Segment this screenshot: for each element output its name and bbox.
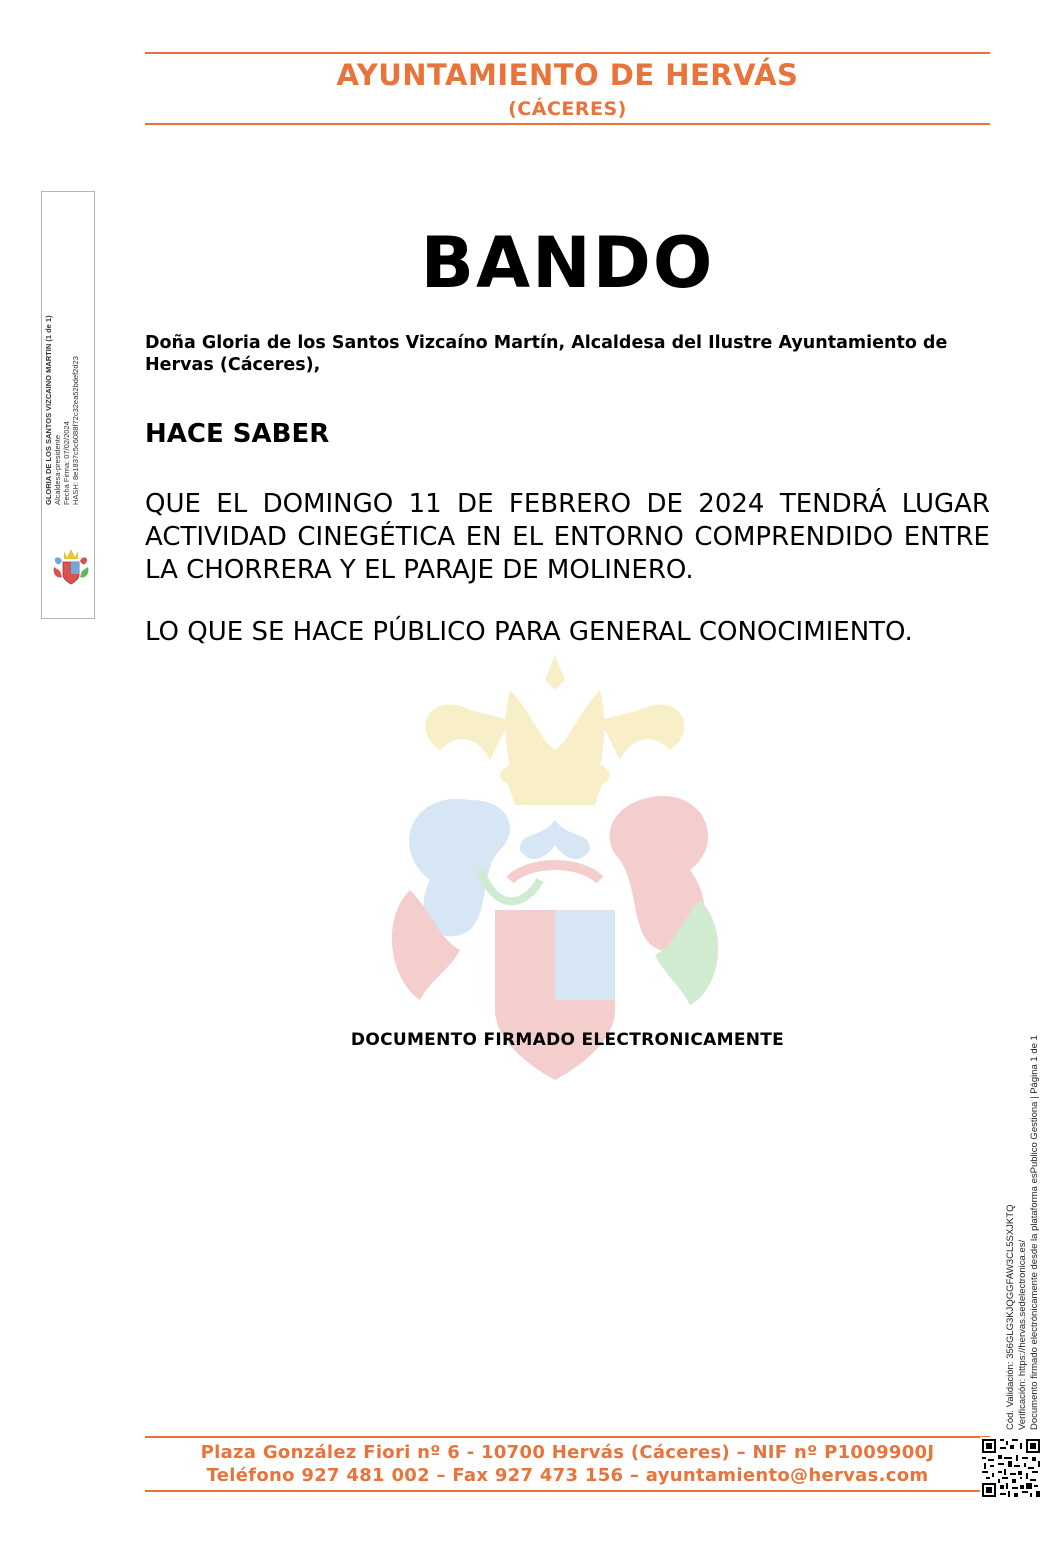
signed-notice: DOCUMENTO FIRMADO ELECTRONICAMENTE [350,1030,785,1050]
footer-contact: Teléfono 927 481 002 – Fax 927 473 156 – ayuntamiento@hervas.com [206,1465,929,1486]
issuer-paragraph: Doña Gloria de los Santos Vizcaíno Martín, Alcaldesa del Ilustre Ayuntamiento de Hervas (Cáceres), [145,333,948,375]
signer-name: GLORIA DE LOS SANTOS VIZCAINO MARTIN (1 de 1) [44,315,53,505]
signature-hash: HASH: 8e1837c5c6088f72c32ea52bdef2d23 [71,356,80,505]
platform-note: Documento firmado electrónicamente desde la plataforma esPublico Gestiona | Página 1 de 1 [1029,1035,1040,1430]
announcement-body: QUE EL DOMINGO 11 DE FEBRERO DE 2024 TENDRÁ LUGAR ACTIVIDAD CINEGÉTICA EN EL ENTORNO COMPRENDIDO ENTRE LA CHORRERA Y EL PARAJE DE MOLINERO. [145,489,990,585]
municipal-seal-icon [50,545,92,587]
signature-stamp-text [44,205,80,505]
announcement-closing: LO QUE SE HACE PÚBLICO PARA GENERAL CONOCIMIENTO. [145,617,913,647]
municipality-name: AYUNTAMIENTO DE HERVÁS [336,58,799,92]
qr-code-icon[interactable] [980,1437,1042,1499]
document-title: BANDO [420,222,715,304]
footer-address: Plaza González Fiori nº 6 - 10700 Hervás (Cáceres) – NIF nº P1009900J [200,1442,935,1463]
footer-rule-bottom [145,1490,990,1492]
signature-date: Fecha Firma: 07/02/2024 [62,421,71,505]
verification-strip [1005,960,1041,1430]
signer-role: Alcaldesa-presidente [53,434,62,505]
header-rule-bottom [145,123,990,125]
verification-url[interactable]: Verificación: https://hervas.sedelectronica.es/ [1017,1239,1028,1430]
header-rule-top [145,52,990,54]
validation-code: Cód. Validación: 356GLG3KJQGGFAW3CL5SXJKTQ [1005,1204,1016,1430]
province-name: (CÁCERES) [508,98,627,120]
announcement-heading: HACE SABER [145,419,330,449]
footer-rule-top [145,1436,990,1438]
